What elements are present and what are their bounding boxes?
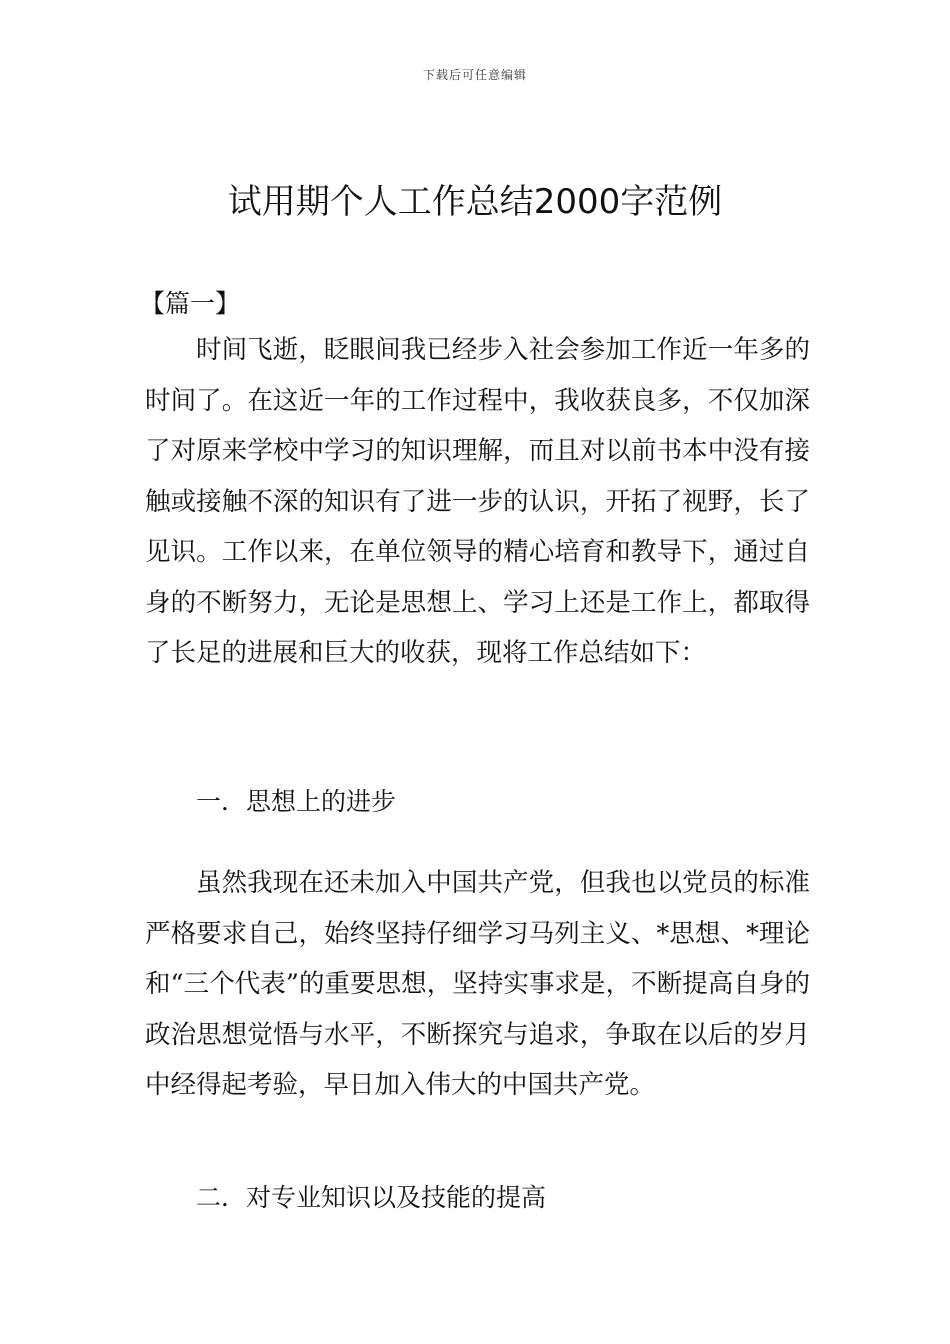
header-note: 下载后可任意编辑: [422, 68, 527, 82]
section-tag: 【篇一】: [140, 289, 241, 318]
section-heading-skills: 二．对专业知识以及技能的提高: [196, 1183, 547, 1212]
intro-paragraph: 时间飞逝，眨眼间我已经步入社会参加工作近一年多的时间了。在这近一年的工作过程中，我收获良多，不仅加深了对原来学校中学习的知识理解，而且对以前书本中没有接触或接触不深的知识有了进一步的认识，开拓了视野，长了见识。工作以来，在单位领导的精心培育和教导下，通过自身的不断努力，无论是思想上、学习上还是工作上，都取得了长足的进展和巨大的收获，现将工作总结如下：: [145, 335, 810, 668]
section-heading-thought: 一．思想上的进步: [196, 787, 397, 816]
thought-paragraph: 虽然我现在还未加入中国共产党，但我也以党员的标准严格要求自己，始终坚持仔细学习马列主义、*思想、*理论和“三个代表”的重要思想，坚持实事求是，不断提高自身的政治思想觉悟与水平，不断探究与追求，争取在以后的岁月中经得起考验，早日加入伟大的中国共产党。: [145, 868, 810, 1100]
document-title: 试用期个人工作总结2000字范例: [227, 182, 723, 222]
